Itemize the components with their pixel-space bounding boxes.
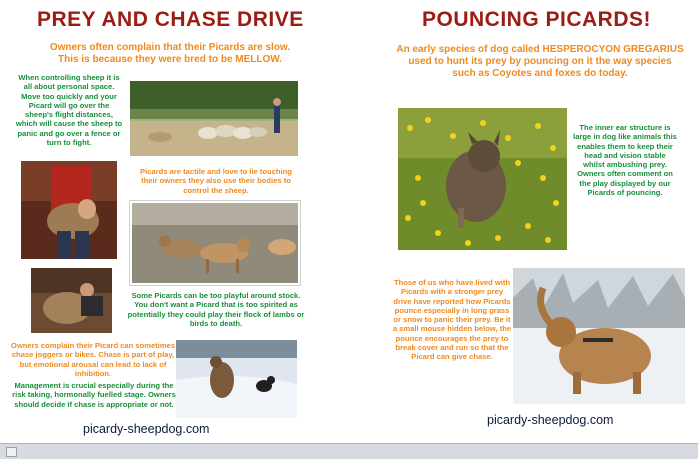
scroll-handle-icon[interactable] bbox=[6, 447, 17, 457]
right-page-subtitle: An early species of dog called HESPEROCYON GREGARIUS used to hunt its prey by pouncing on it the way species such as Coyotes and foxes do today. bbox=[396, 44, 684, 80]
dogs-playing-photo bbox=[130, 201, 300, 285]
dog-pouncing-flowers-photo bbox=[398, 108, 567, 250]
man-with-dog-photo bbox=[31, 268, 112, 333]
sheep-space-text: When controlling sheep it is all about personal space. Move too quickly and your Picard will go over the sheep's flight distances, which will cause the sheep to panic and go over a fence or turn to fight. bbox=[15, 73, 123, 147]
page-gap bbox=[338, 0, 381, 443]
chase-joggers-text: Owners complain their Picard can sometimes chase joggers or bikes. Chase is part of play, but emotional arousal can lead to lack of inhibition. bbox=[10, 341, 176, 378]
left-subtitle-line-2: This is because they were bred to be MELLOW. bbox=[58, 54, 282, 66]
owner-holding-dog-photo bbox=[21, 161, 117, 259]
dog-in-snow-photo bbox=[513, 268, 685, 404]
prey-drive-text: Those of us who have lived with Picards with a stronger prey drive have reported how Picards pounce especially in long grass or snow to panic their prey. Be it a small mouse hidden below, the pounce encourages the prey to break cover and run so that the Picard can give chase. bbox=[392, 278, 512, 361]
left-subtitle-line-1: Owners often complain that their Picards are slow. bbox=[49, 42, 291, 53]
left-page bbox=[0, 0, 338, 443]
left-website: picardy-sheepdog.com bbox=[83, 422, 210, 436]
sheep-herding-photo bbox=[130, 81, 298, 156]
left-page-subtitle bbox=[12, 42, 328, 66]
bottom-scrollbar[interactable] bbox=[0, 443, 698, 459]
dogs-in-snow-photo bbox=[176, 340, 297, 418]
playful-stock-text: Some Picards can be too playful around stock. You don't want a Picard that is too spirited as potentially they could play their flock of lambs or birds to death. bbox=[127, 291, 305, 328]
right-website: picardy-sheepdog.com bbox=[487, 413, 614, 427]
inner-ear-text: The inner ear structure is large in dog like animals this enables them to keep their head and vision stable whilst ambushing prey. Owners often comment on the play displayed by our Picards of pouncing. bbox=[573, 123, 677, 197]
right-page bbox=[381, 0, 698, 443]
right-page-title: POUNCING PICARDS! bbox=[422, 8, 652, 31]
management-text: Management is crucial especially during the risk taking, hormonally fuelled stage. Owners should decide if chase is appropriate or not. bbox=[12, 381, 176, 409]
left-page-title: PREY AND CHASE DRIVE bbox=[37, 8, 304, 31]
tactile-text: Picards are tactile and love to lie touching their owners they also use their bodies to control the sheep. bbox=[140, 167, 292, 195]
